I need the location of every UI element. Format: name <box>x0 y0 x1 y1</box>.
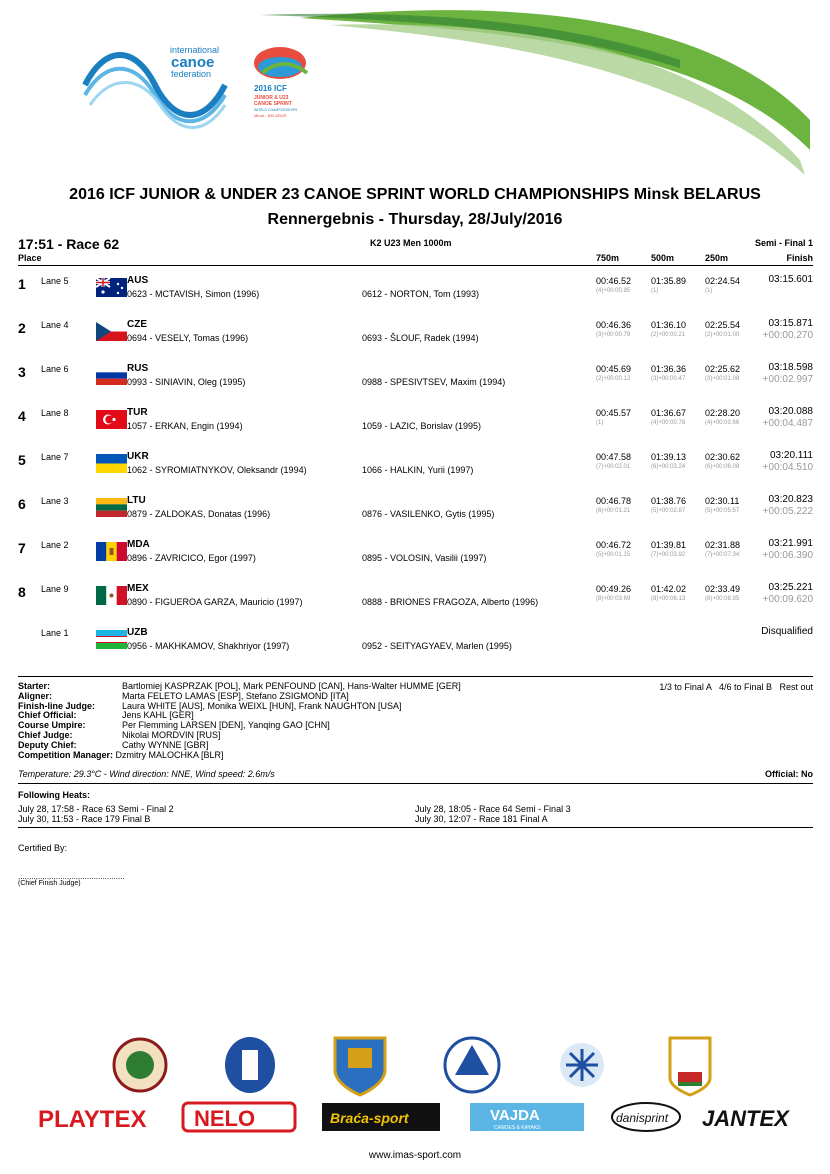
row-finish-time: 03:20.111 <box>769 450 813 461</box>
row-finish-time: 03:18.598 <box>768 362 813 373</box>
row-finish-time: 03:25.221 <box>768 582 813 593</box>
row-split-250-rank: (8)+00:08.95 <box>705 596 740 602</box>
row-split-500: 01:36.36 <box>651 364 687 374</box>
table-row <box>0 274 830 318</box>
row-place: 3 <box>18 364 26 380</box>
row-split-500-rank: (8)+00:06.13 <box>651 596 686 602</box>
row-split-250: 02:30.62 <box>705 452 741 462</box>
split-header-500: 500m <box>651 253 675 263</box>
row-split-750-rank: (7)+00:02.01 <box>596 464 631 470</box>
row-split-750: 00:46.52 <box>596 276 632 286</box>
sponsor-nelo: NELO <box>194 1106 256 1131</box>
following-heat: July 30, 11:53 - Race 179 Final B <box>18 814 151 824</box>
row-country: AUS <box>127 275 149 286</box>
row-country: LTU <box>127 495 146 506</box>
official-row: Chief Official: Jens KAHL [GER] <box>18 710 194 721</box>
row-time-behind: +00:09.620 <box>762 594 813 605</box>
row-finish-time: Disqualified <box>761 626 813 637</box>
row-lane: Lane 9 <box>41 584 69 594</box>
row-athlete-2: 0895 - VOLOSIN, Vasilii (1997) <box>362 553 487 563</box>
row-split-750: 00:45.69 <box>596 364 632 374</box>
row-country: MEX <box>127 583 149 594</box>
row-athlete-2: 1059 - LAZIC, Borislav (1995) <box>362 421 482 431</box>
table-row <box>0 318 830 362</box>
row-athlete-2: 0888 - BRIONES FRAGOZA, Alberto (1996) <box>362 597 539 607</box>
icf-logo <box>85 45 225 128</box>
country-flag-icon <box>96 410 127 429</box>
row-split-500: 01:36.67 <box>651 408 687 418</box>
table-row <box>0 626 830 670</box>
shield-icon <box>335 1038 385 1095</box>
officials-list <box>18 682 461 760</box>
row-split-750: 00:49.26 <box>596 584 632 594</box>
snowflake-emblem-icon <box>560 1043 604 1087</box>
row-split-500: 01:42.02 <box>651 584 687 594</box>
row-split-500: 01:36.10 <box>651 320 687 330</box>
row-time-behind: +00:02.997 <box>762 374 813 385</box>
table-row <box>0 362 830 406</box>
place-header: Place <box>18 253 42 263</box>
row-split-250-rank: (4)+00:03.66 <box>705 420 740 426</box>
sponsor-danisprint: danisprint <box>616 1111 669 1125</box>
row-split-750: 00:47.58 <box>596 452 632 462</box>
country-flag-icon <box>96 278 127 297</box>
row-athlete-2: 0988 - SPESIVTSEV, Maxim (1994) <box>362 377 506 387</box>
official-row: Finish-line Judge: Laura WHITE [AUS], Monika WEIXL [HUN], Frank NAUGHTON [USA] <box>18 700 402 711</box>
row-country: MDA <box>127 539 150 550</box>
event-logo-line-2: JUNIOR & U23 <box>254 95 289 101</box>
row-place: 6 <box>18 496 26 512</box>
row-finish-time: 03:20.088 <box>768 406 813 417</box>
row-split-250: 02:24.54 <box>705 276 741 286</box>
race-time: 17:51 - Race 62 <box>18 236 120 252</box>
page-subtitle: Rennergebnis - Thursday, 28/July/2016 <box>267 211 563 228</box>
row-split-250-rank: (2)+00:01.00 <box>705 332 740 338</box>
row-split-750: 00:46.78 <box>596 496 632 506</box>
row-finish-time: 03:15.601 <box>768 274 813 285</box>
event-logo-line-5: Minsk , BELARUS <box>254 113 287 118</box>
sponsors-banner <box>0 1030 830 1140</box>
row-lane: Lane 5 <box>41 276 69 286</box>
row-country: UKR <box>127 451 149 462</box>
weather-divider <box>18 783 813 784</box>
row-split-500: 01:38.76 <box>651 496 687 506</box>
row-place: 1 <box>18 276 26 292</box>
row-athlete-2: 0612 - NORTON, Tom (1993) <box>362 289 480 299</box>
row-split-750-rank: (4)+00:00.95 <box>596 288 631 294</box>
federation-emblem-icon <box>445 1038 499 1092</box>
olympic-committee-icon <box>670 1038 710 1095</box>
row-place: 2 <box>18 320 26 336</box>
row-split-250: 02:30.11 <box>705 496 740 506</box>
row-split-750: 00:46.72 <box>596 540 632 550</box>
row-athlete-2: 0693 - ŠLOUF, Radek (1994) <box>362 333 479 343</box>
sponsor-vajda: VAJDA <box>490 1107 540 1124</box>
event-name: K2 U23 Men 1000m <box>370 238 452 248</box>
split-header-250: 250m <box>705 253 729 263</box>
table-row <box>0 582 830 626</box>
event-logo-line-3: CANOE SPRINT <box>254 101 292 107</box>
row-split-750-rank: (3)+00:00.79 <box>596 332 631 338</box>
row-place: 5 <box>18 452 26 468</box>
results-divider <box>18 676 813 677</box>
icf-logo-text-3: federation <box>171 69 212 79</box>
row-lane: Lane 6 <box>41 364 69 374</box>
country-flag-icon <box>96 454 127 473</box>
icf-logo-text-2: canoe <box>171 54 215 71</box>
row-athlete-2: 0876 - VASILENKO, Gytis (1995) <box>362 509 495 519</box>
row-split-500-rank: (2)+00:00.21 <box>651 332 686 338</box>
row-split-750-rank: (8)+00:03.69 <box>596 596 631 602</box>
row-split-250-rank: (7)+00:07.34 <box>705 552 740 558</box>
official-row: Chief Judge: Nikolai MORDVIN [RUS] <box>18 729 221 740</box>
row-split-500-rank: (7)+00:03.92 <box>651 552 686 558</box>
row-lane: Lane 2 <box>41 540 69 550</box>
row-place: 7 <box>18 540 26 556</box>
row-finish-time: 03:15.871 <box>768 318 813 329</box>
sponsor-braca: Braća-sport <box>330 1110 409 1126</box>
event-logo-line-1: 2016 ICF <box>254 84 287 93</box>
official-row: Aligner: Marta FELETO LAMAS [ESP], Stefano ZSIGMOND [ITA] <box>18 690 349 701</box>
row-athlete-1: 0890 - FIGUEROA GARZA, Mauricio (1997) <box>127 597 303 607</box>
row-split-750-rank: (1) <box>596 420 604 426</box>
coat-of-arms-icon <box>225 1037 275 1093</box>
icf-logo-text-1: international <box>170 45 220 55</box>
row-time-behind: +00:06.390 <box>762 550 813 561</box>
row-split-750: 00:45.57 <box>596 408 632 418</box>
table-row <box>0 450 830 494</box>
row-country: TUR <box>127 407 148 418</box>
row-country: RUS <box>127 363 149 374</box>
row-split-500-rank: (4)+00:00.78 <box>651 420 686 426</box>
country-flag-icon <box>96 322 127 341</box>
row-finish-time: 03:21.991 <box>768 538 813 549</box>
official-row: Starter: Bartlomiej KASPRZAK [POL], Mark PENFOUND [CAN], Hans-Walter HUMME [GER] <box>18 681 461 691</box>
finish-header: Finish <box>786 253 813 263</box>
following-heat: July 30, 12:07 - Race 181 Final A <box>415 814 548 824</box>
row-split-500: 01:39.13 <box>651 452 687 462</box>
row-lane: Lane 8 <box>41 408 69 418</box>
following-heats-title: Following Heats: <box>18 790 90 800</box>
row-split-500: 01:39.81 <box>651 540 687 550</box>
row-athlete-2: 1066 - HALKIN, Yurii (1997) <box>362 465 474 475</box>
row-split-250: 02:25.62 <box>705 364 741 374</box>
footer-url: www.imas-sport.com <box>368 1150 462 1161</box>
emblem-icon <box>114 1039 166 1091</box>
row-split-750-rank: (6)+00:01.21 <box>596 508 631 514</box>
row-split-500-rank: (3)+00:00.47 <box>651 376 686 382</box>
row-split-500-rank: (6)+00:03.24 <box>651 464 686 470</box>
row-split-250-rank: (3)+00:01.08 <box>705 376 740 382</box>
header-banner <box>0 0 830 185</box>
country-flag-icon <box>96 498 127 517</box>
row-split-250: 02:25.54 <box>705 320 741 330</box>
row-athlete-1: 0879 - ZALDOKAS, Donatas (1996) <box>127 509 271 519</box>
table-row <box>0 538 830 582</box>
row-lane: Lane 1 <box>41 628 69 638</box>
row-lane: Lane 7 <box>41 452 69 462</box>
official-row: Competition Manager: Dzmitry MALOCHKA [BLR] <box>18 749 224 760</box>
sponsor-playtex: PLAYTEX <box>38 1106 147 1133</box>
row-athlete-1: 0694 - VESELY, Tomas (1996) <box>127 333 249 343</box>
row-lane: Lane 4 <box>41 320 69 330</box>
sponsor-jantex: JANTEX <box>702 1106 789 1131</box>
heats-divider <box>18 827 813 828</box>
row-country: CZE <box>127 319 147 330</box>
row-place: 8 <box>18 584 26 600</box>
row-athlete-1: 0993 - SINIAVIN, Oleg (1995) <box>127 377 246 387</box>
header-divider <box>18 265 813 266</box>
row-athlete-1: 0956 - MAKHKAMOV, Shakhriyor (1997) <box>127 641 290 651</box>
event-logo <box>254 47 307 118</box>
event-logo-line-4: WORLD CHAMPIONSHIPS <box>254 108 298 112</box>
table-row <box>0 494 830 538</box>
official-row: Deputy Chief: Cathy WYNNE [GBR] <box>18 739 209 750</box>
row-split-500: 01:35.89 <box>651 276 687 286</box>
country-flag-icon <box>96 542 127 561</box>
signature-line: ................................................ <box>18 872 125 881</box>
split-header-750: 750m <box>596 253 620 263</box>
row-lane: Lane 3 <box>41 496 69 506</box>
row-athlete-1: 1062 - SYROMIATNYKOV, Oleksandr (1994) <box>127 465 307 475</box>
row-split-500-rank: (5)+00:02.87 <box>651 508 686 514</box>
row-athlete-1: 0623 - MCTAVISH, Simon (1996) <box>127 289 260 299</box>
row-time-behind: +00:04.487 <box>762 418 813 429</box>
row-time-behind: +00:04.510 <box>762 462 813 473</box>
row-country: UZB <box>127 627 148 638</box>
row-place: 4 <box>18 408 26 424</box>
row-athlete-2: 0952 - SEITYAGYAEV, Marlen (1995) <box>362 641 512 651</box>
row-time-behind: +00:00.270 <box>762 330 813 341</box>
row-finish-time: 03:20.823 <box>768 494 813 505</box>
row-split-750-rank: (5)+00:01.15 <box>596 552 631 558</box>
row-split-250: 02:31.88 <box>705 540 741 550</box>
weather-info: Temperature: 29.3°C - Wind direction: NNE, Wind speed: 2.6m/s <box>18 769 275 779</box>
row-split-250-rank: (5)+00:05.57 <box>705 508 740 514</box>
row-athlete-1: 0896 - ZAVRICICO, Egor (1997) <box>127 553 256 563</box>
page-title: 2016 ICF JUNIOR & UNDER 23 CANOE SPRINT WORLD CHAMPIONSHIPS Minsk BELARUS <box>69 186 761 203</box>
table-row <box>0 406 830 450</box>
row-split-250: 02:28.20 <box>705 408 741 418</box>
row-split-500-rank: (1) <box>651 288 659 294</box>
row-split-750-rank: (2)+00:00.12 <box>596 376 631 382</box>
race-phase: Semi - Final 1 <box>754 238 813 248</box>
row-split-250-rank: (6)+00:06.08 <box>705 464 740 470</box>
chief-finish-judge-label: (Chief Finish Judge) <box>18 880 81 887</box>
certified-by: Certified By: <box>18 843 68 853</box>
row-split-250-rank: (1) <box>705 288 713 294</box>
row-athlete-1: 1057 - ERKAN, Engin (1994) <box>127 421 243 431</box>
sponsor-vajda-tagline: CANOES & KAYAKS <box>494 1125 541 1131</box>
row-split-750: 00:46.36 <box>596 320 632 330</box>
country-flag-icon <box>96 366 127 385</box>
advancement-rules: 1/3 to Final A 4/6 to Final B Rest out <box>659 682 813 692</box>
following-heat: July 28, 18:05 - Race 64 Semi - Final 3 <box>415 804 571 814</box>
official-status: Official: No <box>764 769 813 779</box>
official-row: Course Umpire: Per Flemming LARSEN [DEN], Yanqing GAO [CHN] <box>18 720 330 731</box>
row-split-250: 02:33.49 <box>705 584 741 594</box>
country-flag-icon <box>96 586 127 605</box>
country-flag-icon <box>96 630 127 649</box>
row-time-behind: +00:05.222 <box>762 506 813 517</box>
following-heat: July 28, 17:58 - Race 63 Semi - Final 2 <box>18 804 174 814</box>
